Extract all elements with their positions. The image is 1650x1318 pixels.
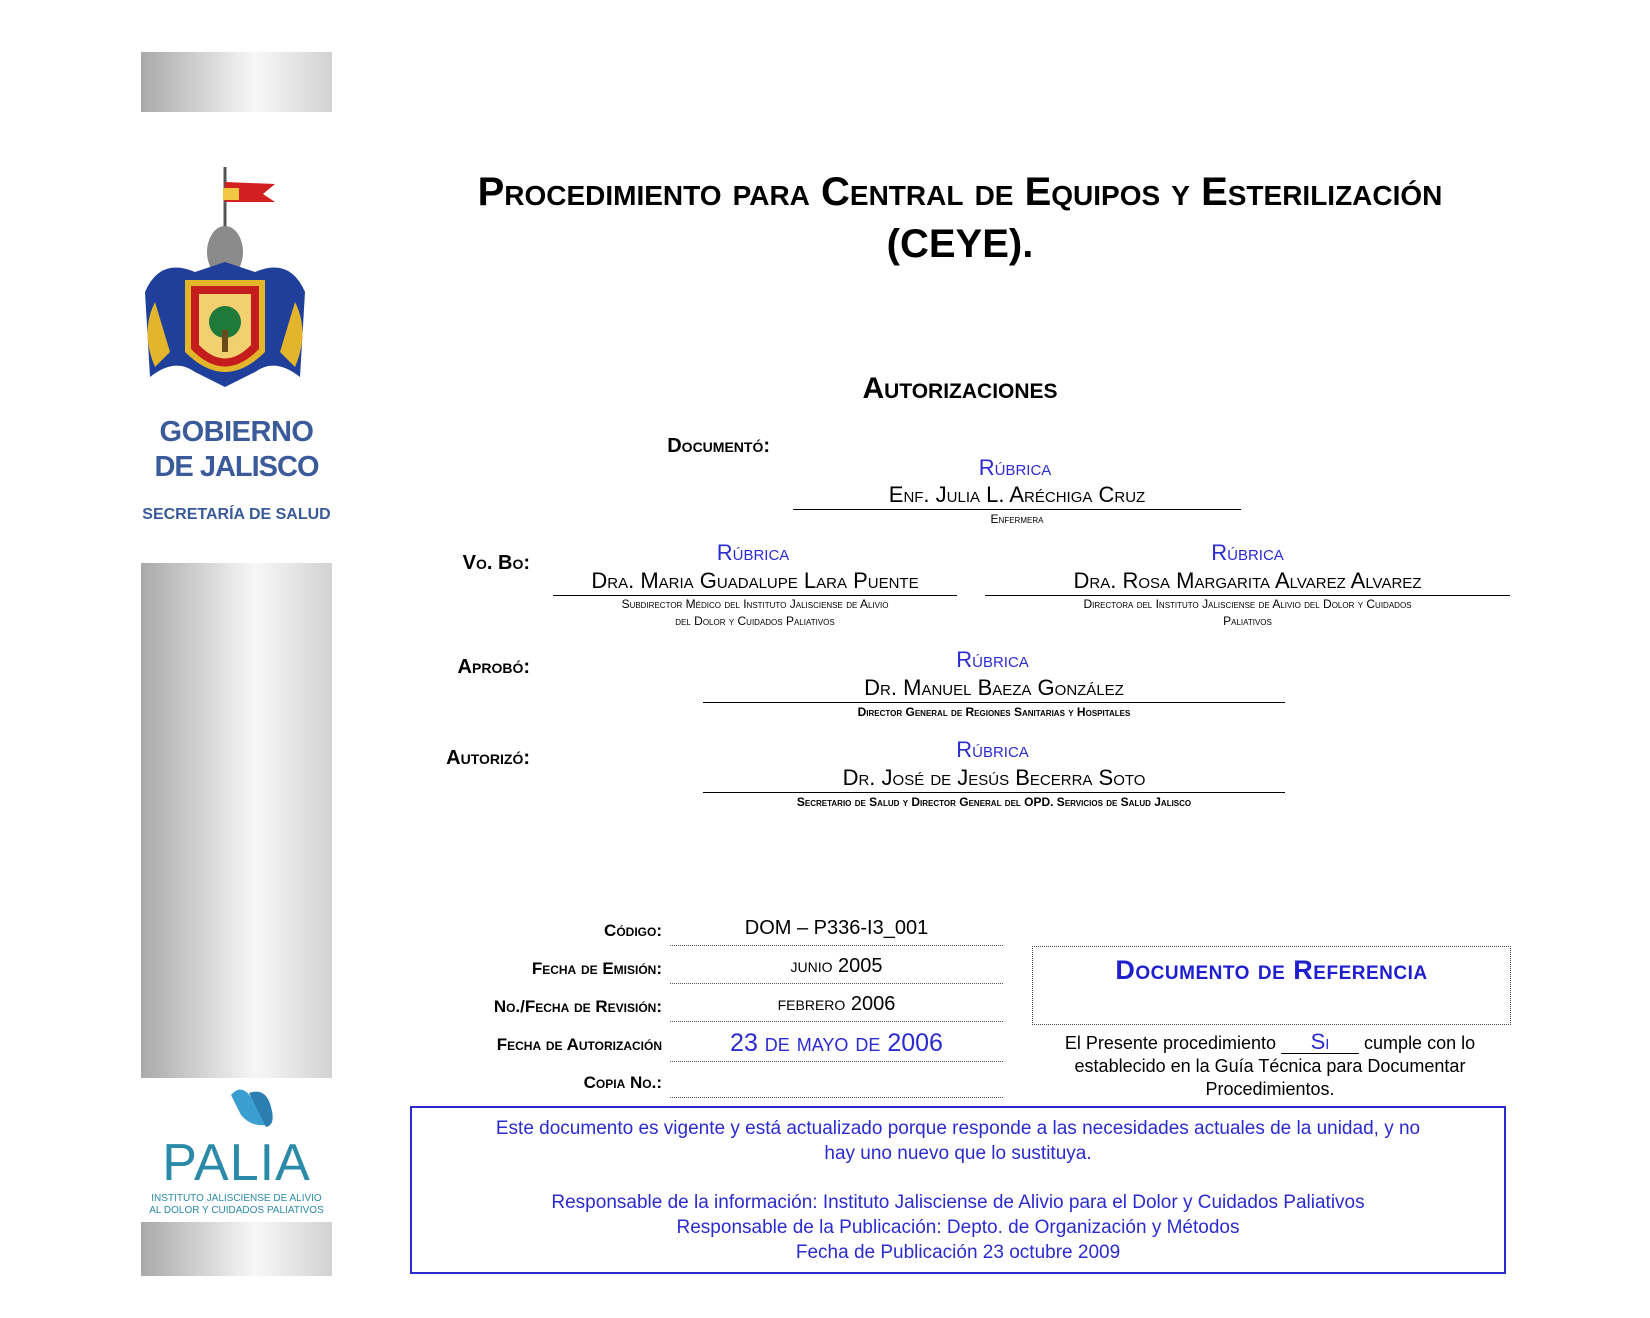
fecha-emision-value: junio 2005 xyxy=(670,955,1003,984)
palia-subtitle-line1: INSTITUTO JALISCIENSE DE ALIVIO xyxy=(151,1193,322,1204)
reference-text-after: cumple con lo xyxy=(1364,1033,1476,1053)
notice-line5: Fecha de Publicación 23 octubre 2009 xyxy=(795,1242,1121,1263)
org-name-line2: DE JALISCO xyxy=(154,451,319,483)
palia-logo-text: PALIA xyxy=(162,1134,311,1192)
fecha-autorizacion-label: Fecha de Autorización xyxy=(496,1035,662,1054)
sidebar-top-band xyxy=(141,52,332,112)
documento-signer-name: Enf. Julia L. Aréchiga Cruz xyxy=(793,482,1241,510)
notice-line3: Responsable de la información: Instituto Jalisciense de Alivio para el Dolor y Cuidados Paliativos xyxy=(551,1192,1365,1213)
authorizations-heading: Autorizaciones xyxy=(862,372,1058,405)
reference-answer-text: Si xyxy=(1310,1029,1330,1054)
vobo-right-rubrica: Rúbrica xyxy=(1211,540,1284,565)
department-name: SECRETARÍA DE SALUD xyxy=(142,506,331,523)
aprobo-label: Aprobó: xyxy=(457,656,530,678)
vobo-left-role-line2: del Dolor y Cuidados Paliativos xyxy=(675,614,835,628)
codigo-value: DOM – P336-I3_001 xyxy=(670,917,1003,946)
revision-label: No./Fecha de Revisión: xyxy=(493,997,662,1016)
vobo-right-role-line2: Paliativos xyxy=(1223,614,1272,628)
codigo-label: Código: xyxy=(604,921,662,940)
fecha-emision-label: Fecha de Emisión: xyxy=(531,959,662,978)
vobo-right-signer-name: Dra. Rosa Margarita Alvarez Alvarez xyxy=(985,568,1510,596)
vobo-label: Vo. Bo: xyxy=(462,552,530,574)
sidebar-bottom-band xyxy=(141,1222,332,1276)
aprobo-rubrica: Rúbrica xyxy=(956,647,1029,672)
vobo-left-signer-name: Dra. Maria Guadalupe Lara Puente xyxy=(553,568,957,596)
vobo-right-role-line1: Directora del Instituto Jalisciense de Alivio del Dolor y Cuidados xyxy=(1083,597,1412,611)
palia-subtitle-line2: AL DOLOR Y CUIDADOS PALIATIVOS xyxy=(149,1205,324,1216)
vobo-left-rubrica: Rúbrica xyxy=(716,540,790,565)
aprobo-signer-role: Director General de Regiones Sanitarias y Hospitales xyxy=(857,705,1131,719)
notice-line2: hay uno nuevo que lo sustituya. xyxy=(824,1143,1092,1164)
notice-line1: Este documento es vigente y está actualizado porque responde a las necesidades actuales de la unidad, y no xyxy=(495,1118,1421,1139)
validity-notice-box xyxy=(410,1106,1506,1274)
jalisco-coat-of-arms xyxy=(135,162,315,407)
documento-rubrica: Rúbrica xyxy=(978,455,1052,480)
reference-answer xyxy=(1281,1030,1359,1054)
reference-title: Documento de Referencia xyxy=(1115,955,1428,985)
documento-label: Documentó: xyxy=(667,435,770,457)
palia-logo xyxy=(141,1085,332,1215)
reference-text-before: El Presente procedimiento xyxy=(1064,1033,1277,1053)
autorizo-signer-role: Secretario de Salud y Director General del OPD. Servicios de Salud Jalisco xyxy=(796,795,1192,809)
reference-line3: Procedimientos. xyxy=(1205,1079,1335,1099)
reference-statement xyxy=(1020,1030,1520,1101)
reference-line2: establecido en la Guía Técnica para Documentar xyxy=(1074,1056,1466,1076)
copia-value xyxy=(670,1069,1003,1098)
notice-line4: Responsable de la Publicación: Depto. de Organización y Métodos xyxy=(676,1217,1240,1238)
page-title-line2: (CEYE). xyxy=(886,222,1034,266)
copia-label: Copia No.: xyxy=(583,1073,662,1092)
reference-box xyxy=(1032,946,1511,1025)
autorizo-signer-name: Dr. José de Jesús Becerra Soto xyxy=(703,765,1285,793)
documento-signer-role: Enfermera xyxy=(990,512,1044,526)
fecha-autorizacion-value: 23 de mayo de 2006 xyxy=(670,1029,1003,1062)
vobo-left-role-line1: Subdirector Médico del Instituto Jalisciense de Alivio xyxy=(621,597,889,611)
page-title-line1: Procedimiento para Central de Equipos y Esterilización xyxy=(477,170,1443,214)
autorizo-label: Autorizó: xyxy=(446,747,530,769)
revision-value: febrero 2006 xyxy=(670,993,1003,1022)
org-name-line1: GOBIERNO xyxy=(159,416,314,448)
aprobo-signer-name: Dr. Manuel Baeza González xyxy=(703,675,1285,703)
sidebar-middle-band xyxy=(141,563,332,1078)
autorizo-rubrica: Rúbrica xyxy=(956,737,1029,762)
